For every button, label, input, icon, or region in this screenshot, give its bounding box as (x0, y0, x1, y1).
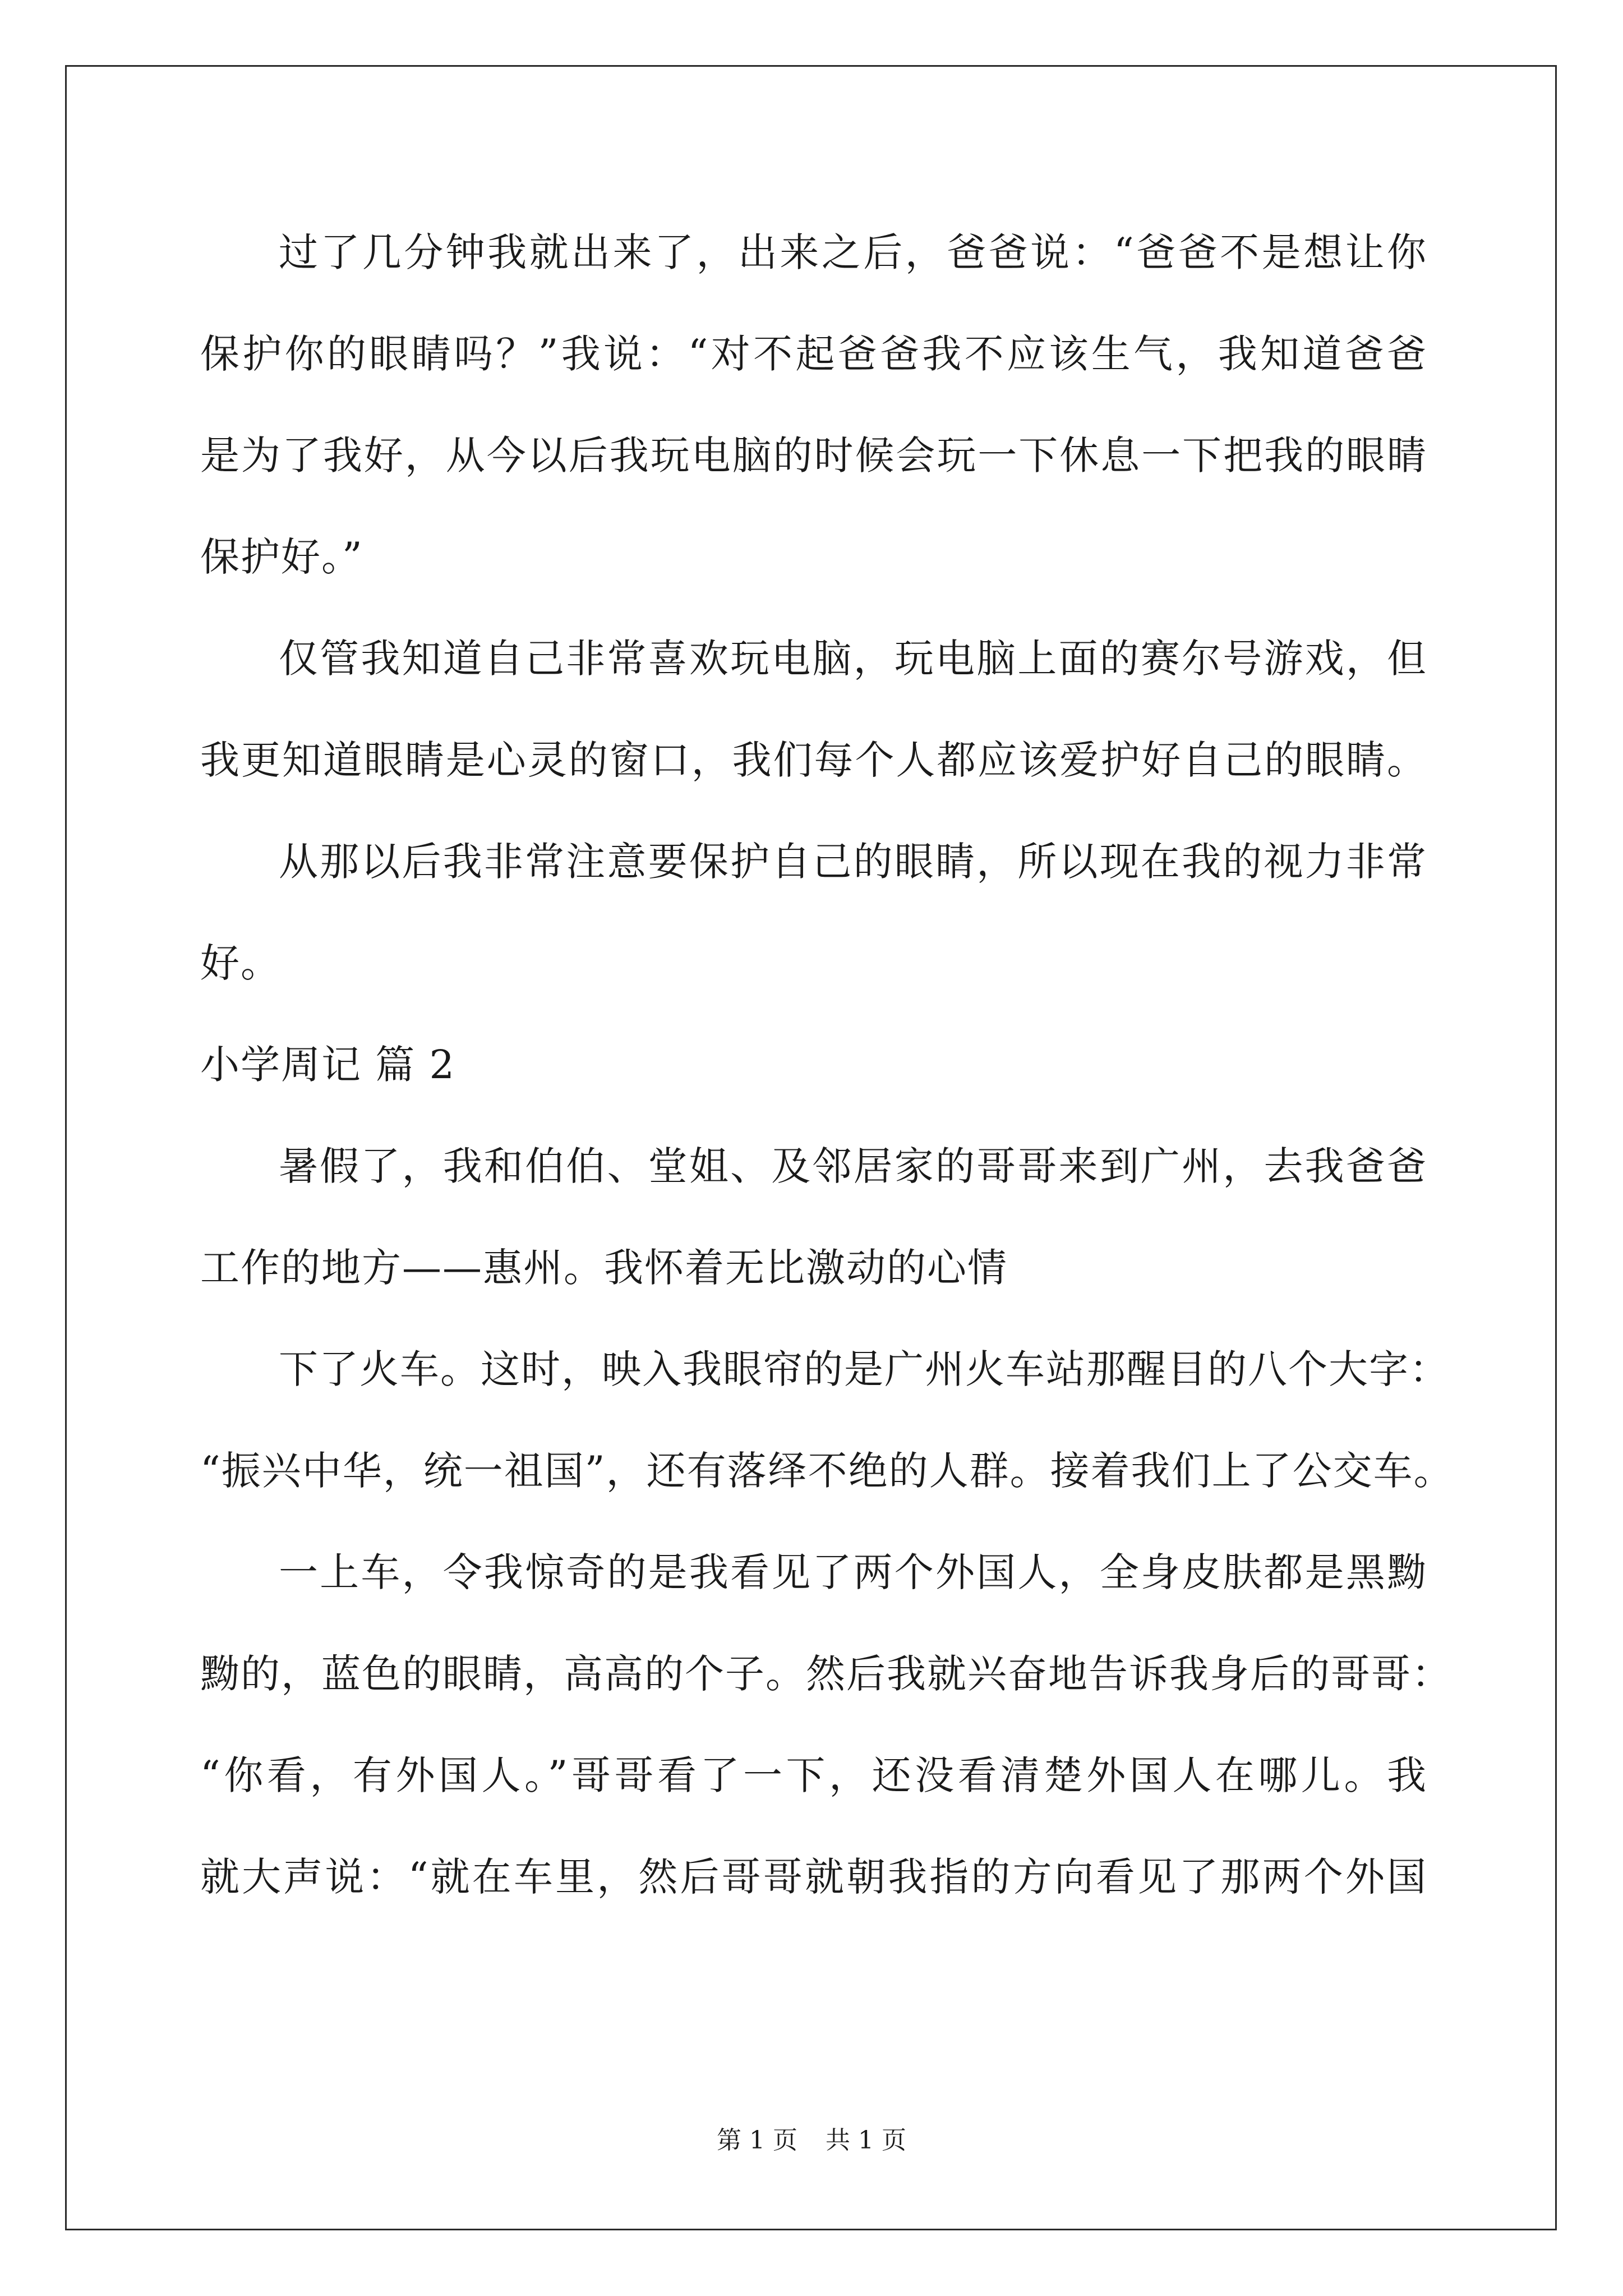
text-line-14: 黝的，蓝色的眼睛，高高的个子。然后我就兴奋地告诉我身后的哥哥： (200, 1651, 1452, 1697)
text-line-7: 从那以后我非常注意要保护自己的眼睛，所以现在我的视力非常 (279, 839, 1427, 885)
text-line-1: 过了几分钟我就出来了，出来之后，爸爸说：“爸爸不是想让你 (279, 229, 1427, 275)
text-line-12: “振兴中华，统一祖国”，还有落绎不绝的人群。接着我们上了公交车。 (200, 1448, 1454, 1494)
page-total: 共 1 页 (826, 2126, 906, 2155)
text-line-15: “你看，有外国人。”哥哥看了一下，还没看清楚外国人在哪儿。我 (200, 1752, 1427, 1798)
text-line-13: 一上车，令我惊奇的是我看见了两个外国人，全身皮肤都是黑黝 (279, 1549, 1427, 1595)
text-line-16: 就大声说：“就在车里，然后哥哥就朝我指的方向看见了那两个外国 (200, 1854, 1427, 1900)
text-line-8: 好。 (200, 940, 281, 986)
text-line-3: 是为了我好，从今以后我玩电脑的时候会玩一下休息一下把我的眼睛 (200, 432, 1427, 478)
text-line-10: 工作的地方——惠州。我怀着无比激动的心情 (200, 1245, 1008, 1291)
text-line-5: 仅管我知道自己非常喜欢玩电脑，玩电脑上面的赛尔号游戏，但 (279, 636, 1427, 682)
text-line-6: 我更知道眼睛是心灵的窗口，我们每个人都应该爱护好自己的眼睛。 (200, 737, 1427, 783)
page-number: 第 1 页 (717, 2126, 797, 2155)
text-line-11: 下了火车。这时，映入我眼帘的是广州火车站那醒目的八个大字： (279, 1346, 1450, 1392)
page-footer (0, 2124, 1623, 2157)
section-heading: 小学周记 篇 2 (200, 1042, 456, 1088)
text-line-9: 暑假了，我和伯伯、堂姐、及邻居家的哥哥来到广州，去我爸爸 (279, 1143, 1427, 1189)
text-line-2: 保护你的眼睛吗？”我说：“对不起爸爸我不应该生气，我知道爸爸 (200, 331, 1427, 377)
text-line-4: 保护好。” (200, 534, 363, 580)
